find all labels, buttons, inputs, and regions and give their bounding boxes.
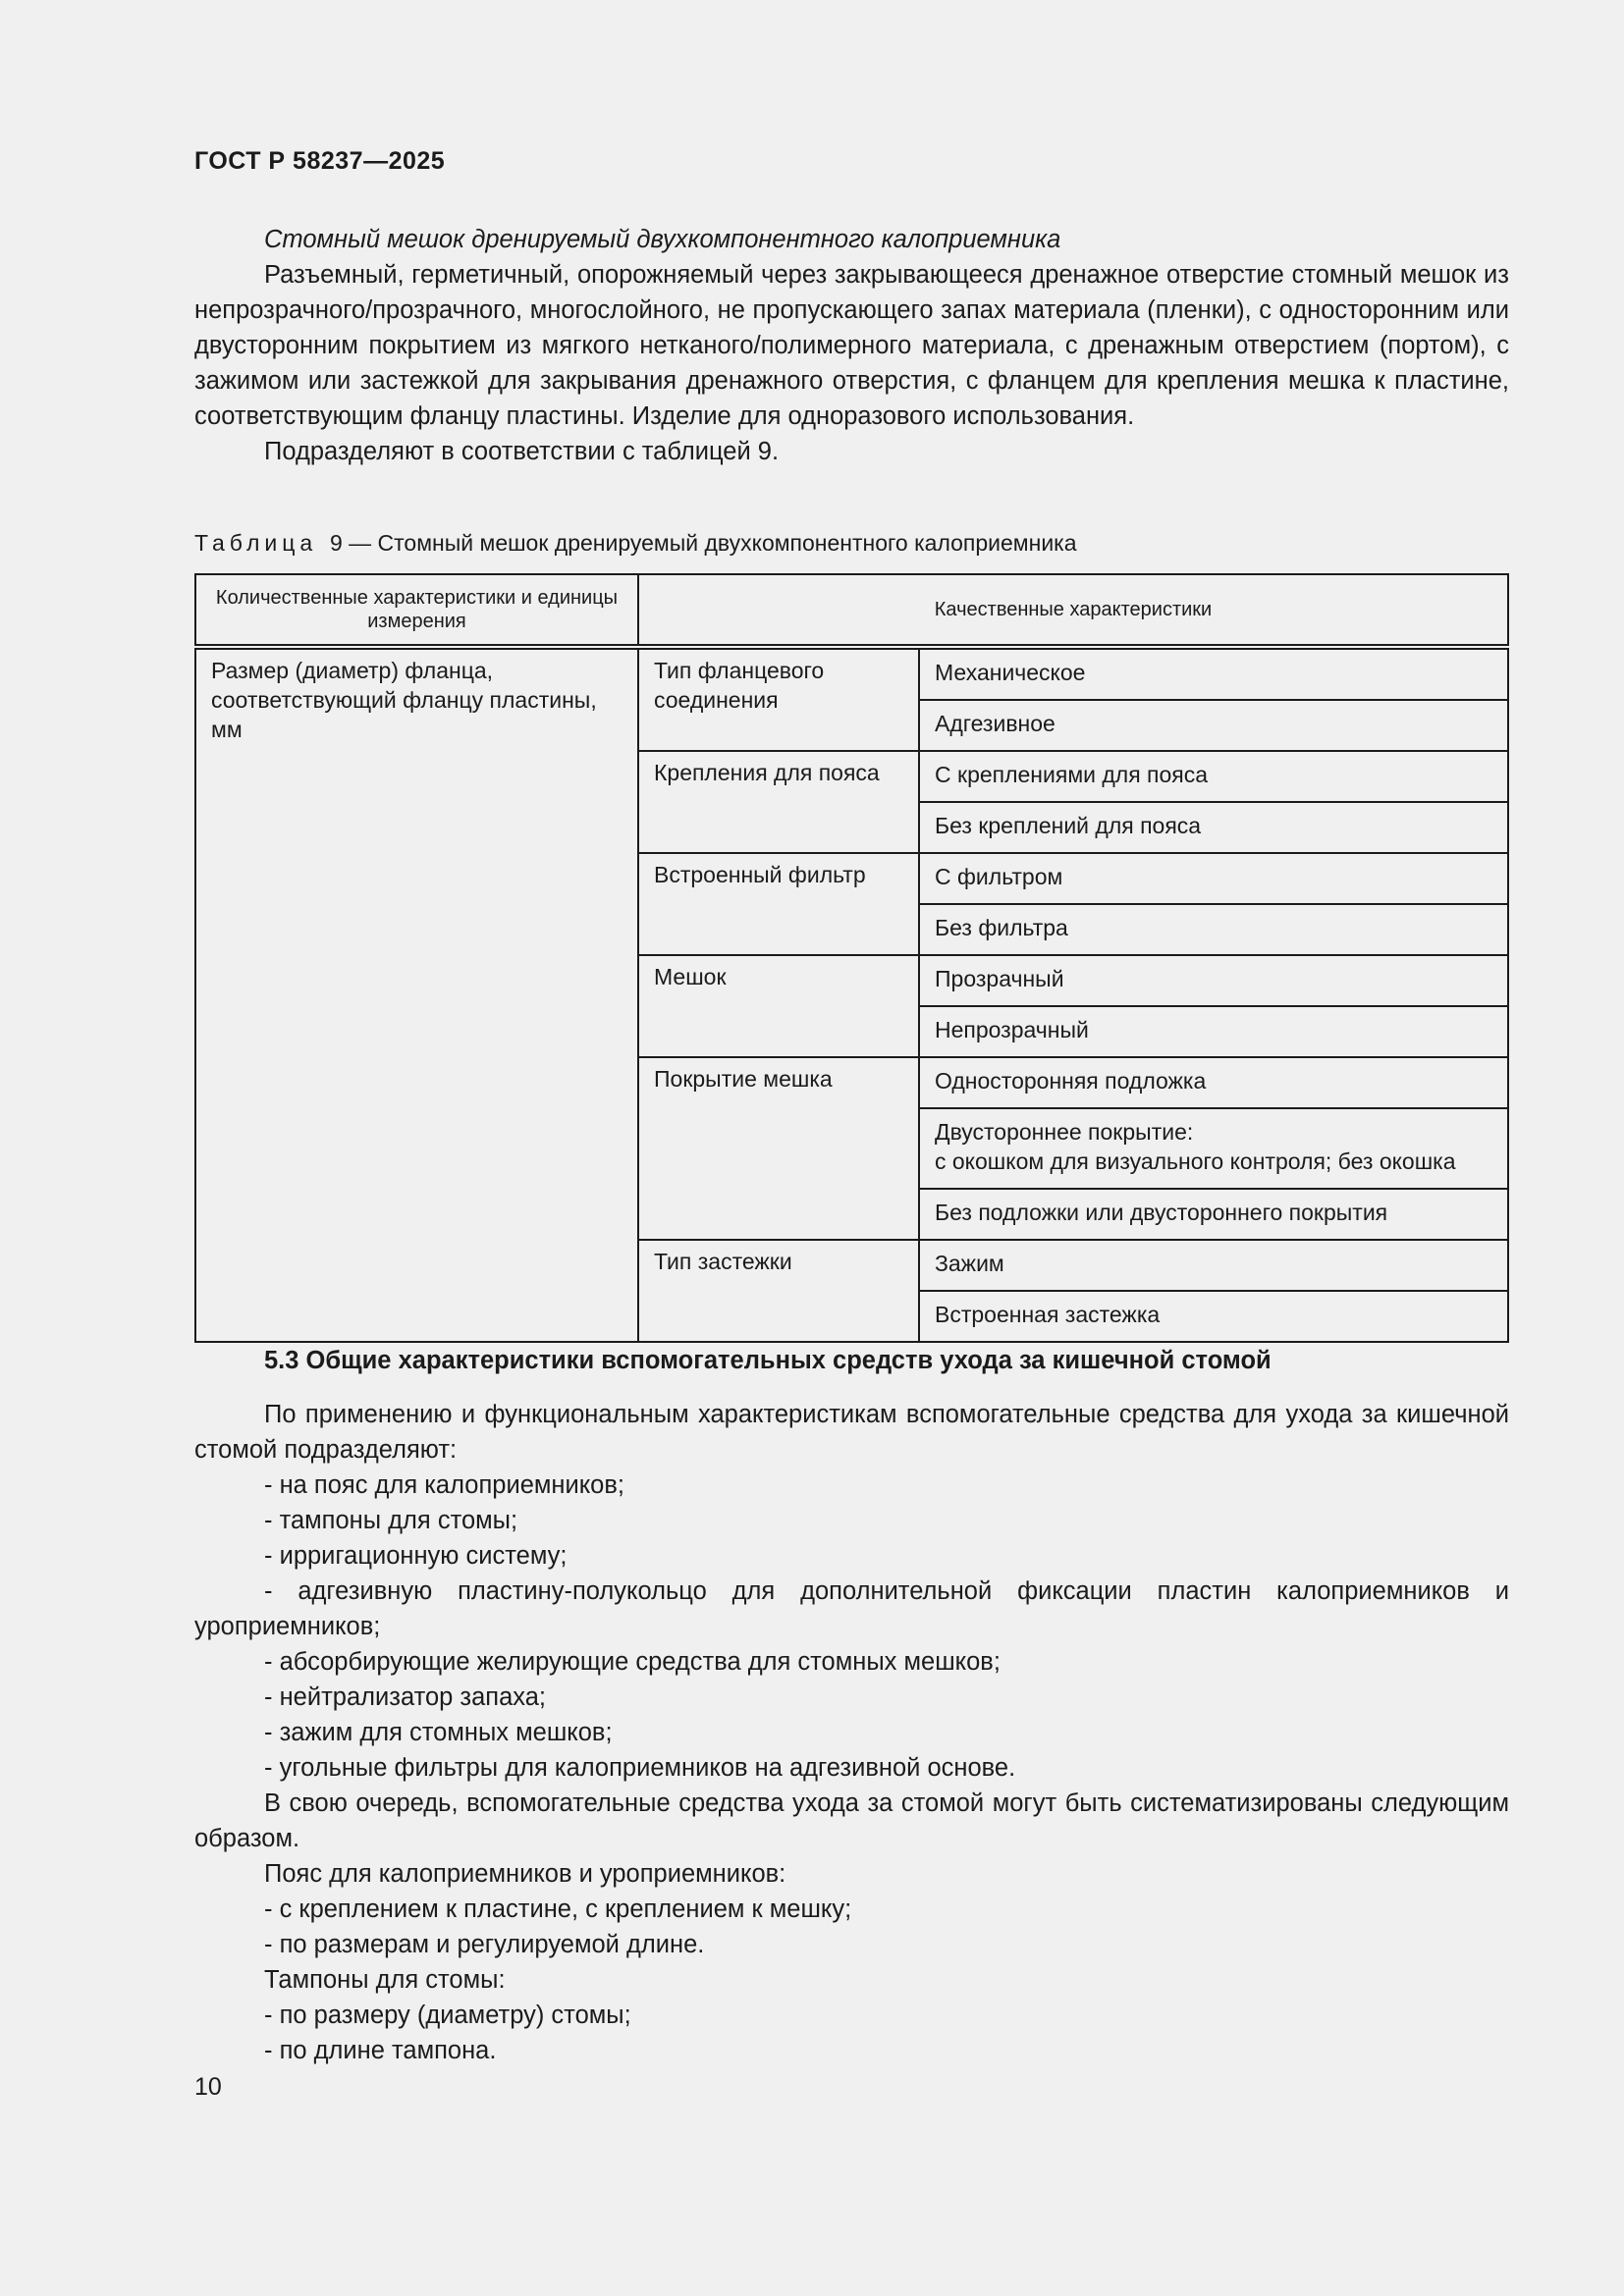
- page-number: 10: [194, 2073, 222, 2101]
- group-value-line: с окошком для визуального контроля; без окошка: [935, 1148, 1456, 1174]
- tampon-title: Тампоны для стомы:: [264, 1966, 506, 1994]
- group-value-multiline: [919, 1108, 1508, 1189]
- group-value: С креплениями для пояса: [919, 751, 1508, 802]
- group-value: Адгезивное: [919, 700, 1508, 751]
- list-item: - абсорбирующие желирующие средства для стомных мешков;: [264, 1648, 1001, 1676]
- list-item: - на пояс для калоприемников;: [264, 1471, 624, 1499]
- systematize-paragraph: В свою очередь, вспомогательные средства ухода за стомой могут быть систематизированы следующим образом.: [194, 1789, 1509, 1852]
- list-item: - нейтрализатор запаха;: [264, 1683, 546, 1711]
- group-value: Прозрачный: [919, 955, 1508, 1006]
- group-name: Тип фланцевого соединения: [638, 647, 919, 751]
- group-name: Покрытие мешка: [638, 1057, 919, 1240]
- group-value: Непрозрачный: [919, 1006, 1508, 1057]
- group-value-line: Двустороннее покрытие:: [935, 1119, 1194, 1145]
- header-quantitative: Количественные характеристики и единицы измерения: [195, 574, 638, 647]
- subdivide-note: Подразделяют в соответствии с таблицей 9.: [264, 438, 780, 465]
- table-label: Таблица: [194, 530, 318, 556]
- item-description: Разъемный, герметичный, опорожняемый через закрывающееся дренажное отверстие стомный мешок из непрозрачного/прозрачного, многослойного, не пропускающего запах материала (пленки), с односторонним или двусторонним покрытием из мягкого нетканого/полимерного материала, с дренажным отверстием (портом), с зажимом или застежкой для закрывания дренажного отверстия, с фланцем для крепления мешка к пластине, соответствующим фланцу пластины. Изделие для одноразового использования.: [194, 261, 1509, 430]
- standard-header: ГОСТ Р 58237—2025: [194, 147, 446, 175]
- intro-block: [194, 222, 1509, 469]
- group-value: С фильтром: [919, 853, 1508, 904]
- list-item: - по размеру (диаметру) стомы;: [264, 2002, 631, 2029]
- group-value: Встроенная застежка: [919, 1291, 1508, 1342]
- list-item: - по размерам и регулируемой длине.: [264, 1931, 705, 1958]
- list-item: - по длине тампона.: [264, 2037, 497, 2064]
- group-name: Мешок: [638, 955, 919, 1057]
- group-value: Механическое: [919, 647, 1508, 700]
- group-value: Без фильтра: [919, 904, 1508, 955]
- belt-title: Пояс для калоприемников и уроприемников:: [264, 1860, 786, 1888]
- table-row: [195, 647, 1508, 700]
- table-caption: [194, 530, 1077, 557]
- list-item: - угольные фильтры для калоприемников на адгезивной основе.: [264, 1754, 1016, 1782]
- table-title: 9 — Стомный мешок дренируемый двухкомпонентного калоприемника: [329, 530, 1077, 556]
- section-heading: 5.3 Общие характеристики вспомогательных средств ухода за кишечной стомой: [264, 1347, 1272, 1374]
- list-item: - адгезивную пластину-полукольцо для дополнительной фиксации пластин калоприемников и уроприемников;: [194, 1577, 1509, 1640]
- group-value: Односторонняя подложка: [919, 1057, 1508, 1108]
- group-value: Без подложки или двустороннего покрытия: [919, 1189, 1508, 1240]
- table-header-row: [195, 574, 1508, 647]
- list-item: - тампоны для стомы;: [264, 1507, 518, 1534]
- group-value: Зажим: [919, 1240, 1508, 1291]
- section-intro: По применению и функциональным характеристикам вспомогательные средства для ухода за кишечной стомой подразделяют:: [194, 1401, 1509, 1464]
- group-value: Без креплений для пояса: [919, 802, 1508, 853]
- group-name: Крепления для пояса: [638, 751, 919, 853]
- list-item: - зажим для стомных мешков;: [264, 1719, 613, 1746]
- list-item: - ирригационную систему;: [264, 1542, 568, 1570]
- list-item: - с креплением к пластине, с креплением к мешку;: [264, 1896, 852, 1923]
- item-title: Стомный мешок дренируемый двухкомпонентного калоприемника: [264, 226, 1061, 253]
- group-name: Встроенный фильтр: [638, 853, 919, 955]
- quantitative-cell: Размер (диаметр) фланца, соответствующий фланцу пластины, мм: [195, 647, 638, 1342]
- document-page: [194, 0, 1509, 2296]
- header-qualitative: Качественные характеристики: [638, 574, 1508, 647]
- group-name: Тип застежки: [638, 1240, 919, 1342]
- characteristics-table: [194, 573, 1509, 1343]
- section-body: [194, 1397, 1509, 2068]
